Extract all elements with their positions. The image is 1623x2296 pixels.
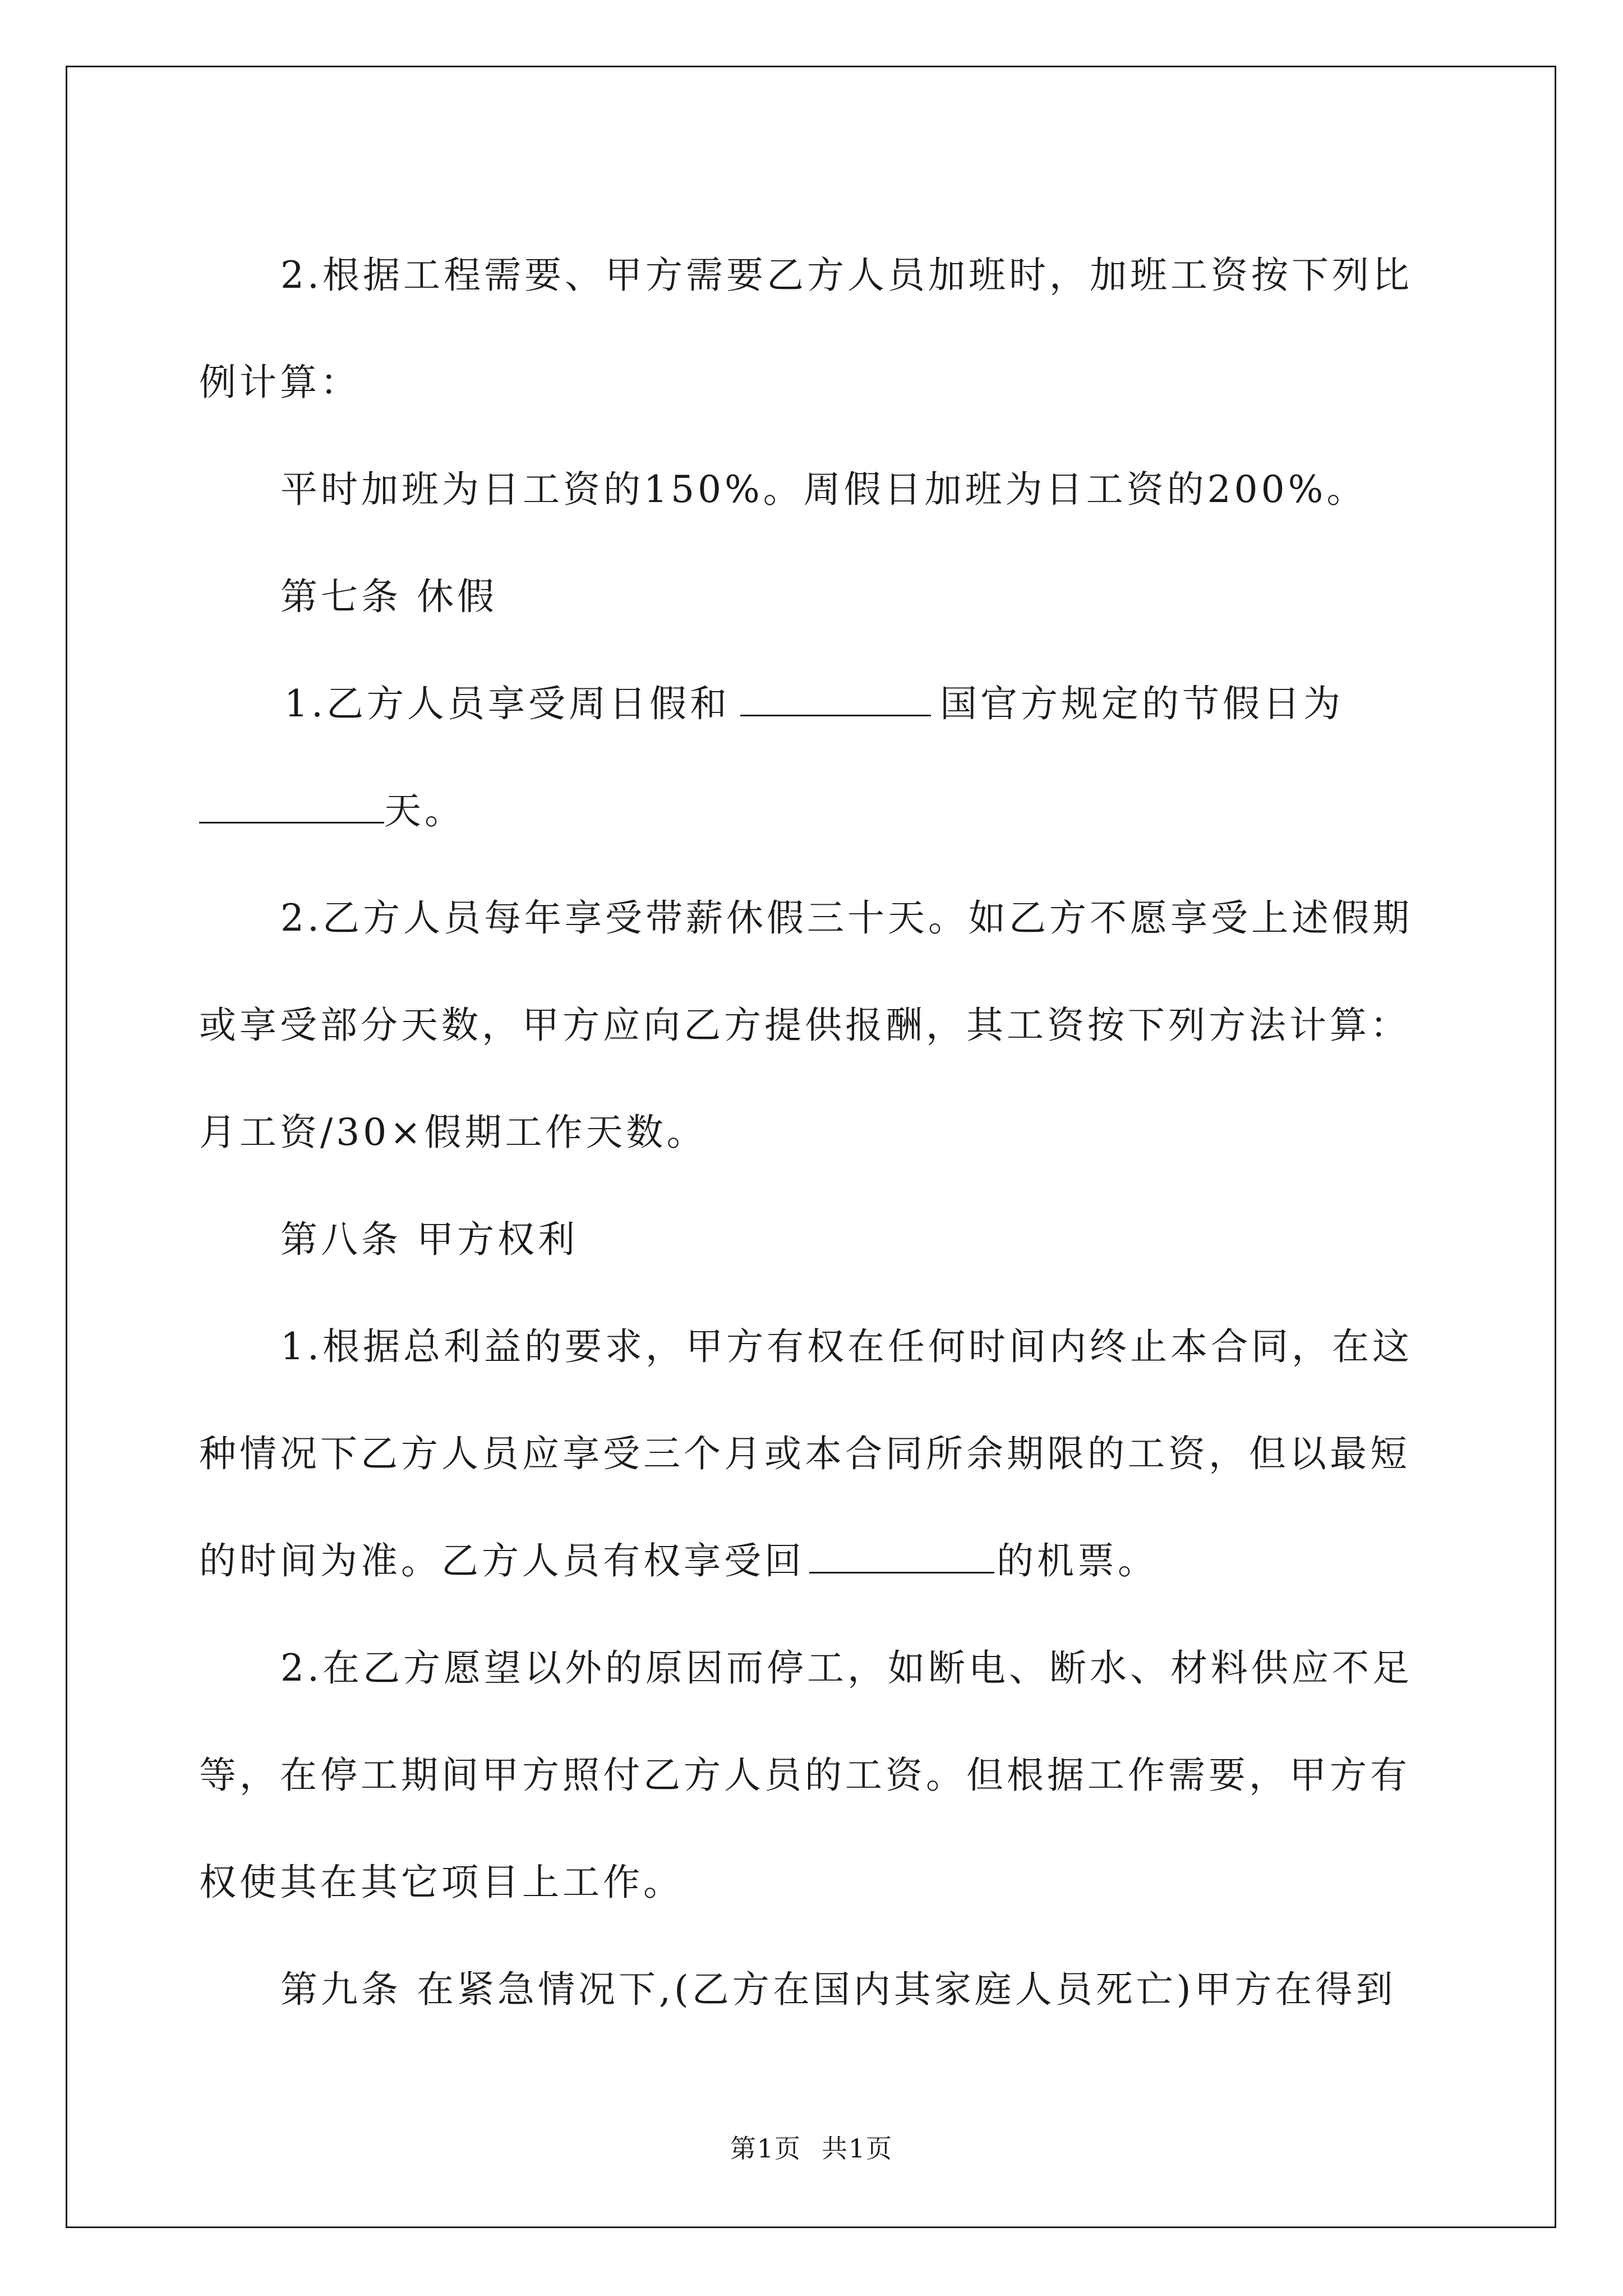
page-footer	[0, 2128, 1623, 2165]
termination-text-b: 的机票。	[997, 1539, 1158, 1582]
paragraph-termination-line2: 种情况下乙方人员应享受三个月或本合同所余期限的工资，但以最短	[199, 1432, 1410, 1475]
paragraph-termination-line1: 1.根据总利益的要求，甲方有权在任何时间内终止本合同，在这	[280, 1325, 1413, 1368]
holidays-text-a: 1.乙方人员享受周日假和	[284, 682, 730, 725]
paragraph-stoppage-line2: 等，在停工期间甲方照付乙方人员的工资。但根据工作需要，甲方有	[199, 1754, 1410, 1797]
paragraph-overtime-rates: 平时加班为日工资的150%。周假日加班为日工资的200%。	[280, 468, 1367, 511]
termination-text-a: 的时间为准。乙方人员有权享受回	[199, 1539, 805, 1582]
article-eight-heading: 第八条 甲方权利	[280, 1218, 578, 1261]
holidays-text-c: 天。	[384, 789, 465, 832]
paragraph-stoppage-line1: 2.在乙方愿望以外的原因而停工，如断电、断水、材料供应不足	[280, 1646, 1413, 1690]
document-body	[199, 222, 1436, 2043]
paragraph-paid-leave-line1: 2.乙方人员每年享受带薪休假三十天。如乙方不愿享受上述假期	[280, 896, 1413, 940]
paragraph-paid-leave-line2: 或享受部分天数，甲方应向乙方提供报酬，其工资按下列方法计算：	[199, 1004, 1410, 1047]
paragraph-stoppage-line3: 权使其在其它项目上工作。	[199, 1861, 684, 1904]
paragraph-paid-leave-line3: 月工资/30×假期工作天数。	[199, 1111, 707, 1154]
blank-destination	[809, 1536, 994, 1573]
paragraph-overtime-line2: 例计算：	[199, 361, 361, 404]
paragraph-termination-line3	[199, 1507, 1436, 1614]
paragraph-holidays-line1	[199, 650, 1436, 757]
paragraph-holidays-line2	[199, 757, 1436, 864]
page-number: 第1页	[730, 2133, 801, 2164]
paragraph-overtime-line1: 2.根据工程需要、甲方需要乙方人员加班时，加班工资按下列比	[280, 254, 1413, 297]
holidays-text-b: 国官方规定的节假日为	[939, 682, 1344, 725]
blank-country	[740, 679, 931, 716]
blank-days	[199, 786, 384, 823]
page-total: 共1页	[822, 2133, 893, 2164]
article-nine-line1: 第九条 在紧急情况下,(乙方在国内其家庭人员死亡)甲方在得到	[280, 1968, 1396, 2011]
article-seven-heading: 第七条 休假	[280, 575, 497, 618]
